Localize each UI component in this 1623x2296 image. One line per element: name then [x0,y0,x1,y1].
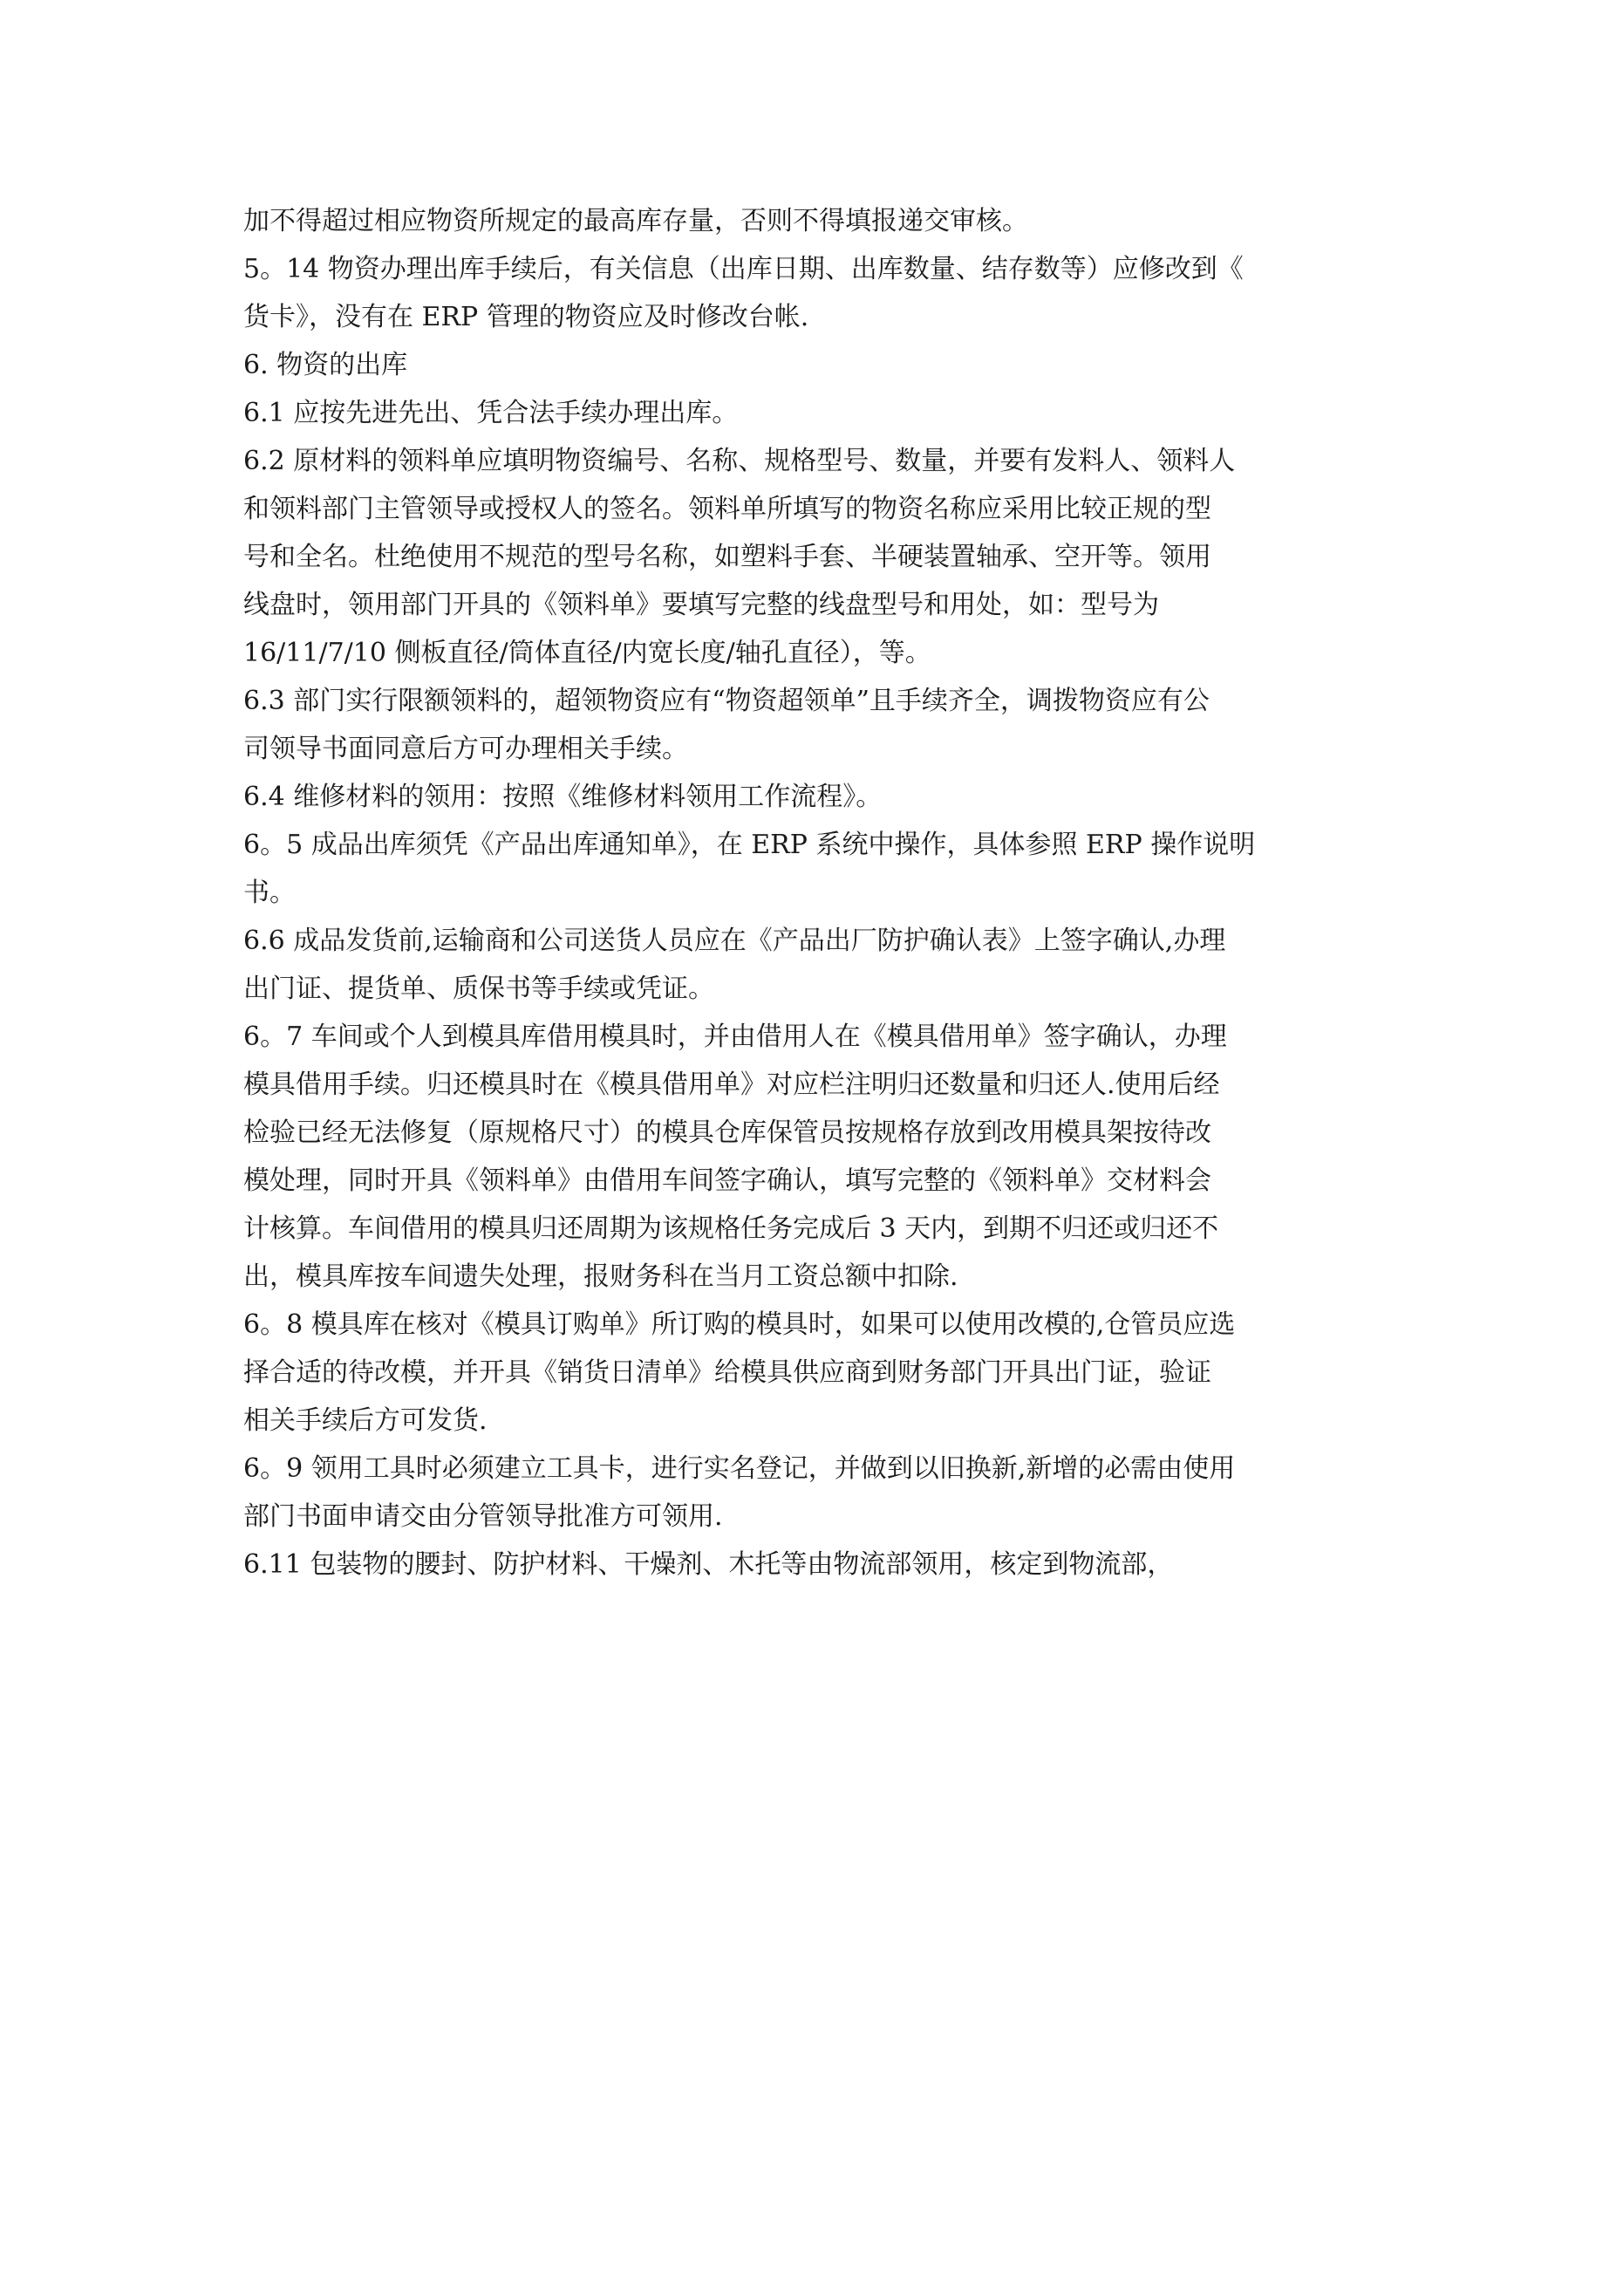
text-line: 6.4 维修材料的领用：按照《维修材料领用工作流程》。 [243,782,883,812]
text-line: 6.6 成品发货前,运输商和公司送货人员应在《产品出厂防护确认表》上签字确认,办理 [243,926,1226,956]
text-line: 加不得超过相应物资所规定的最高库存量，否则不得填报递交审核。 [243,206,1028,236]
text-line: 5。14 物资办理出库手续后，有关信息（出库日期、出库数量、结存数等）应修改到《 [243,254,1244,284]
document-body [243,197,1388,1589]
text-line: 和领料部门主管领导或授权人的签名。领料单所填写的物资名称应采用比较正规的型 [243,494,1211,524]
text-line: 号和全名。杜绝使用不规范的型号名称，如塑料手套、半硬装置轴承、空开等。领用 [243,542,1211,572]
text-line: 6.3 部门实行限额领料的，超领物资应有“物资超领单”且手续齐全，调拨物资应有公 [243,686,1210,716]
text-line: 6。9 领用工具时必须建立工具卡，进行实名登记，并做到以旧换新,新增的必需由使用 [243,1453,1236,1484]
text-line: 出门证、提货单、质保书等手续或凭证。 [243,974,714,1004]
text-line: 6。7 车间或个人到模具库借用模具时，并由借用人在《模具借用单》签字确认，办理 [243,1022,1227,1052]
text-line: 模处理，同时开具《领料单》由借用车间签字确认，填写完整的《领料单》交材料会 [243,1165,1211,1196]
text-line: 检验已经无法修复（原规格尺寸）的模具仓库保管员按规格存放到改用模具架按待改 [243,1117,1211,1148]
text-line: 货卡》，没有在 ERP 管理的物资应及时修改台帐. [243,302,809,332]
text-line: 6.11 包装物的腰封、防护材料、干燥剂、木托等由物流部领用，核定到物流部， [243,1549,1174,1580]
text-line: 6。8 模具库在核对《模具订购单》所订购的模具时，如果可以使用改模的,仓管员应选 [243,1309,1236,1340]
text-line: 司领导书面同意后方可办理相关手续。 [243,734,688,764]
text-line: 6.1 应按先进先出、凭合法手续办理出库。 [243,398,739,428]
text-line: 16/11/7/10 侧板直径/筒体直径/内宽长度/轴孔直径），等。 [243,638,931,668]
text-line: 计核算。车间借用的模具归还周期为该规格任务完成后 3 天内，到期不归还或归还不 [243,1213,1219,1244]
text-line: 出，模具库按车间遗失处理，报财务科在当月工资总额中扣除. [243,1261,958,1292]
text-line: 书。 [243,878,296,908]
text-line: 相关手续后方可发货. [243,1405,488,1436]
section-heading: 6. 物资的出库 [243,350,408,380]
text-line: 6.2 原材料的领料单应填明物资编号、名称、规格型号、数量，并要有发料人、领料人 [243,446,1236,476]
text-line: 6。5 成品出库须凭《产品出库通知单》，在 ERP 系统中操作，具体参照 ERP 操作说明 [243,830,1256,860]
text-line: 择合适的待改模，并开具《销货日清单》给模具供应商到财务部门开具出门证，验证 [243,1357,1211,1388]
text-line: 模具借用手续。归还模具时在《模具借用单》对应栏注明归还数量和归还人.使用后经 [243,1069,1220,1100]
text-line: 线盘时，领用部门开具的《领料单》要填写完整的线盘型号和用处，如：型号为 [243,590,1159,620]
text-line: 部门书面申请交由分管领导批准方可领用. [243,1501,723,1532]
